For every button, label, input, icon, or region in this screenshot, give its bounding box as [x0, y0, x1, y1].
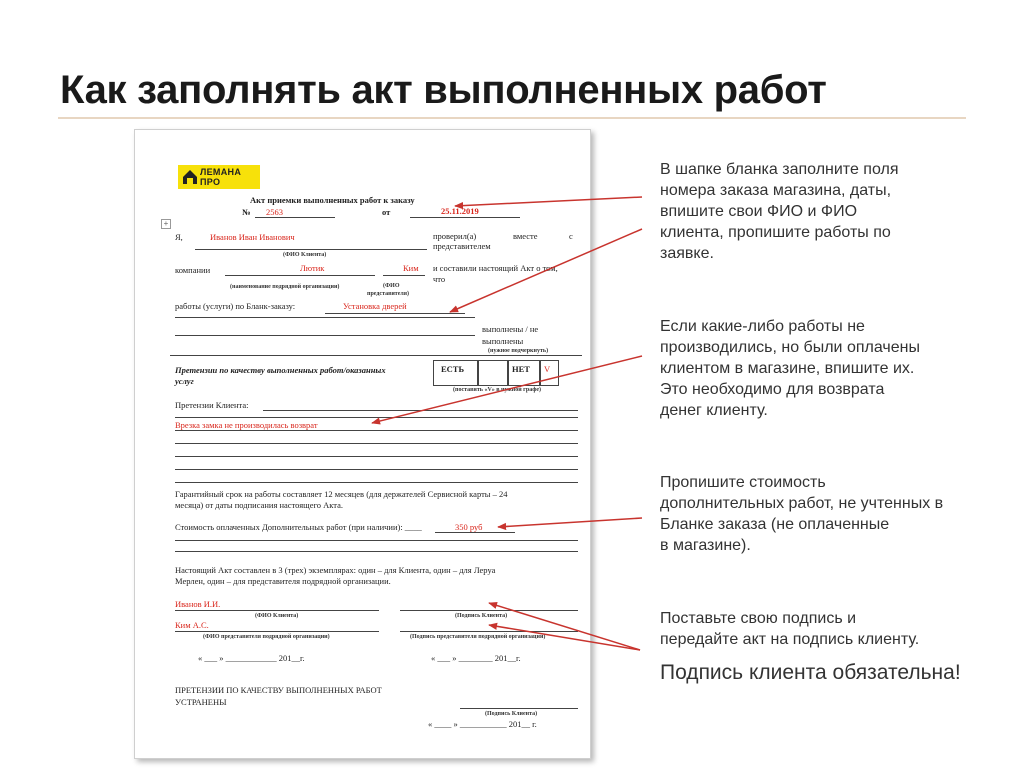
- mark-caption: (поставить «V» в нужной графе): [453, 387, 542, 393]
- company-line: [225, 275, 375, 276]
- rep-caption: представителя): [367, 291, 410, 297]
- cost-label: Стоимость оплаченных Дополнительных работ (при наличии): ____: [175, 522, 422, 532]
- resolved-text: ПРЕТЕНЗИИ ПО КАЧЕСТВУ ВЫПОЛНЕННЫХ РАБОТ: [175, 685, 382, 695]
- checked-together: вместе: [513, 231, 538, 241]
- client-fio-caption: (ФИО Клиента): [255, 613, 299, 619]
- contractor-fio-caption: (ФИО представителя подрядной организации): [203, 634, 330, 640]
- works-label: работы (услуги) по Бланк-заказу:: [175, 301, 296, 311]
- date-right: « ___ » ________ 201__г.: [431, 653, 521, 663]
- cost-line-2: [175, 540, 578, 541]
- note-sign-act: Поставьте свою подпись и передайте акт на подпись клиенту.: [660, 610, 920, 648]
- claims-heading: Претензии по качеству выполненных работ/оказанных: [175, 365, 386, 375]
- title-divider: [58, 117, 966, 119]
- warranty-text-2: месяца) от даты подписания настоящего Акта.: [175, 500, 344, 510]
- representative-name: Ким: [403, 263, 419, 273]
- org-caption: (наименование подрядной организации): [230, 284, 340, 290]
- order-date: 25.11.2019: [441, 206, 479, 216]
- resolved-text-2: УСТРАНЕНЫ: [175, 697, 227, 707]
- warranty-text: Гарантийный срок на работы составляет 12 месяцев (для держателей Сервисной карты – 24: [175, 489, 508, 499]
- underline-caption: (нужное подчеркнуть): [488, 348, 549, 354]
- contractor-sign-line: [400, 631, 578, 632]
- cost-line: [435, 532, 515, 533]
- work-item-line: [325, 313, 465, 314]
- claims-line-5: [175, 456, 578, 457]
- expand-icon[interactable]: +: [161, 219, 171, 229]
- slide-title: Как заполнять акт выполненных работ: [60, 68, 827, 112]
- copies-text-2: Мерлен, один – для представителя подрядной организации.: [175, 576, 391, 586]
- contractor-short-name: Ким А.С.: [175, 620, 209, 630]
- representative-line: [383, 275, 425, 276]
- done-text-2: выполнены: [482, 336, 524, 346]
- representative-word: представителем: [433, 241, 491, 251]
- company-name: Лютик: [300, 263, 325, 273]
- order-number-line: [255, 217, 335, 218]
- order-date-line: [410, 217, 520, 218]
- date-bottom: « ____ » ___________ 201__ г.: [428, 719, 537, 729]
- lemana-pro-logo: [178, 165, 260, 189]
- claim-text: Врезка замка не производилась возврат: [175, 420, 318, 430]
- no-mark: V: [544, 364, 551, 374]
- checked-with: с: [569, 231, 573, 241]
- cost-line-3: [175, 551, 578, 552]
- works-line-2: [175, 317, 475, 318]
- copies-text: Настоящий Акт составлен в 3 (трех) экземплярах: один – для Клиента, один – для Леруа: [175, 565, 496, 575]
- resolved-sign-line: [460, 708, 578, 709]
- claims-line-4: [175, 443, 578, 444]
- that-word: что: [433, 274, 446, 284]
- compiled-text: и составили настоящий Акт о том,: [433, 263, 558, 273]
- client-short-name: Иванов И.И.: [175, 599, 221, 609]
- done-text-1: выполнены / не: [482, 324, 539, 334]
- claims-line-3: [175, 430, 578, 431]
- client-name-line: [195, 249, 427, 250]
- checked-word: проверил(а): [433, 231, 477, 241]
- logo-line-2: ПРО: [200, 177, 221, 187]
- client-sign-caption: (Подпись Клиента): [455, 613, 508, 619]
- client-sign-caption-2: (Подпись Клиента): [485, 711, 538, 717]
- form-heading: Акт приемки выполненных работ к заказу: [250, 195, 415, 205]
- contractor-fio-line: [175, 631, 379, 632]
- claims-line-2: [175, 417, 578, 418]
- order-number: 2563: [266, 207, 283, 217]
- note-header-fields: В шапке бланка заполните поля номера заказа магазина, даты, впишите свои ФИО и ФИО клиента, пропишите работы по заявке.: [660, 161, 899, 262]
- client-caption: (ФИО Клиента): [283, 252, 327, 258]
- claims-line-7: [175, 482, 578, 483]
- company-word: компании: [175, 265, 211, 275]
- client-sign-line: [400, 610, 578, 611]
- note-additional-cost: Пропишите стоимость дополнительных работ, не учтенных в Бланке заказа (не оплаченные в магазине).: [660, 474, 944, 554]
- yes-mark-cell: [477, 360, 509, 386]
- no-label: НЕТ: [512, 364, 530, 374]
- act-form-document: [134, 129, 591, 759]
- work-item: Установка дверей: [343, 301, 407, 311]
- date-left: « ___ » ____________ 201__г.: [198, 653, 305, 663]
- section-divider: [170, 355, 582, 356]
- client-claims-label: Претензии Клиента:: [175, 400, 249, 410]
- note-unperformed-works: Если какие-либо работы не производились, но были оплачены клиентом в магазине, впишите их. Это необходимо для возврата денег клиенту.: [660, 318, 920, 419]
- claims-line-1: [263, 410, 578, 411]
- signature-required-note: Подпись клиента обязательна!: [660, 661, 961, 684]
- claims-heading-2: услуг: [175, 376, 194, 386]
- cost-value: 350 руб: [455, 522, 483, 532]
- number-sign: №: [242, 207, 251, 217]
- yes-label: ЕСТЬ: [441, 364, 465, 374]
- fio-caption: (ФИО: [383, 283, 400, 289]
- works-line-3: [175, 335, 475, 336]
- ya-word: Я,: [175, 232, 183, 242]
- from-word: от: [382, 207, 391, 217]
- contractor-sign-caption: (Подпись представителя подрядной организации): [410, 634, 546, 640]
- client-fio-line: [175, 610, 379, 611]
- claims-line-6: [175, 469, 578, 470]
- client-name: Иванов Иван Иванович: [210, 232, 295, 242]
- logo-line-1: ЛЕМАНА: [200, 167, 242, 177]
- house-icon: [182, 169, 198, 185]
